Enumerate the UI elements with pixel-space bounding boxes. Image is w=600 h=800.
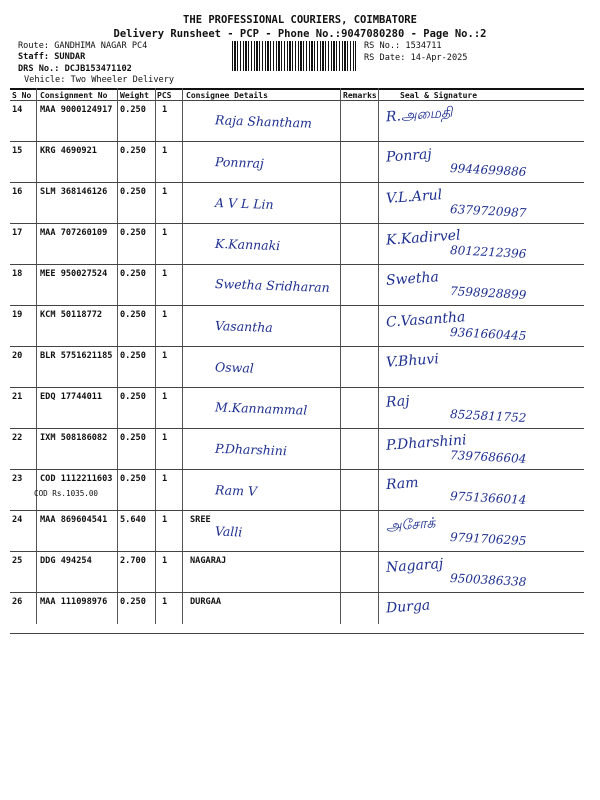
row-weight: 0.250 bbox=[120, 392, 146, 402]
row-divider bbox=[10, 469, 584, 470]
row-handwritten-signature: R.அமைதி bbox=[385, 104, 453, 126]
row-handwritten-name: Vasantha bbox=[214, 317, 274, 336]
row-sno: 25 bbox=[12, 556, 23, 566]
row-consignment: MEE 950027524 bbox=[40, 269, 108, 279]
row-divider bbox=[10, 510, 584, 511]
row-handwritten-phone: 9361660445 bbox=[449, 325, 527, 343]
row-consignment: IXM 508186082 bbox=[40, 433, 108, 443]
row-weight: 0.250 bbox=[120, 310, 146, 320]
row-weight: 5.640 bbox=[120, 515, 146, 525]
row-handwritten-name: Valli bbox=[214, 523, 243, 540]
row-weight: 0.250 bbox=[120, 105, 146, 115]
row-handwritten-signature: V.L.Arul bbox=[385, 187, 443, 207]
row-weight: 0.250 bbox=[120, 146, 146, 156]
row-consignee: SREE bbox=[190, 515, 211, 525]
row-handwritten-signature: Durga bbox=[385, 597, 431, 617]
row-sno: 18 bbox=[12, 269, 23, 279]
row-handwritten-signature: V.Bhuvi bbox=[385, 351, 440, 371]
row-sno: 20 bbox=[12, 351, 23, 361]
row-divider bbox=[10, 223, 584, 224]
col-consignment: Consignment No bbox=[40, 91, 108, 100]
row-sno: 17 bbox=[12, 228, 23, 238]
row-weight: 0.250 bbox=[120, 433, 146, 443]
staff-label: Staff: SUNDAR bbox=[18, 52, 86, 62]
row-divider bbox=[10, 264, 584, 265]
row-handwritten-name: Swetha Sridharan bbox=[214, 276, 330, 295]
route-label: Route: GANDHIMA NAGAR PC4 bbox=[18, 41, 148, 51]
col-sno: S No bbox=[12, 91, 32, 100]
row-consignee: NAGARAJ bbox=[190, 556, 227, 566]
row-handwritten-phone: 7598928899 bbox=[449, 284, 527, 302]
row-consignment: MAA 707260109 bbox=[40, 228, 108, 238]
row-consignment: MAA 111098976 bbox=[40, 597, 108, 607]
row-handwritten-signature: Nagaraj bbox=[385, 556, 444, 576]
row-pcs: 1 bbox=[162, 269, 168, 279]
row-handwritten-phone: 8525811752 bbox=[449, 407, 527, 425]
row-sno: 26 bbox=[12, 597, 23, 607]
row-weight: 0.250 bbox=[120, 597, 146, 607]
row-handwritten-name: M.Kannammal bbox=[214, 399, 308, 418]
row-weight: 0.250 bbox=[120, 187, 146, 197]
row-handwritten-signature: C.Vasantha bbox=[385, 309, 466, 331]
row-handwritten-signature: Raj bbox=[385, 393, 411, 411]
row-pcs: 1 bbox=[162, 351, 168, 361]
row-weight: 0.250 bbox=[120, 474, 146, 484]
row-weight: 2.700 bbox=[120, 556, 146, 566]
runsheet-table bbox=[10, 88, 584, 624]
row-divider bbox=[10, 387, 584, 388]
col-signature: Seal & Signature bbox=[400, 91, 478, 100]
row-sno: 23 bbox=[12, 474, 23, 484]
row-handwritten-name: K.Kannaki bbox=[214, 235, 281, 254]
row-divider bbox=[10, 592, 584, 593]
row-weight: 0.250 bbox=[120, 269, 146, 279]
row-sno: 19 bbox=[12, 310, 23, 320]
row-handwritten-phone: 9791706295 bbox=[449, 530, 527, 548]
drs-label: DRS No.: DCJB153471102 bbox=[18, 64, 132, 74]
row-handwritten-signature: Ram bbox=[385, 474, 420, 494]
row-cod-amount: COD Rs.1035.00 bbox=[34, 489, 99, 498]
row-divider bbox=[10, 182, 584, 183]
row-handwritten-phone: 6379720987 bbox=[449, 202, 527, 220]
rs-number: RS No.: 1534711 bbox=[364, 41, 442, 51]
row-handwritten-name: Ponnraj bbox=[214, 154, 265, 171]
row-pcs: 1 bbox=[162, 515, 168, 525]
row-consignment: MAA 869604541 bbox=[40, 515, 108, 525]
row-pcs: 1 bbox=[162, 187, 168, 197]
row-consignment: BLR 5751621185 bbox=[40, 351, 113, 361]
row-sno: 21 bbox=[12, 392, 23, 402]
company-title: THE PROFESSIONAL COURIERS, COIMBATORE bbox=[183, 14, 417, 26]
row-handwritten-name: Raja Shantham bbox=[214, 112, 313, 131]
row-weight: 0.250 bbox=[120, 228, 146, 238]
row-handwritten-phone: 9944699886 bbox=[449, 161, 527, 179]
row-pcs: 1 bbox=[162, 228, 168, 238]
row-consignment: KRG 4690921 bbox=[40, 146, 97, 156]
row-handwritten-signature: அசோக் bbox=[385, 515, 436, 535]
row-consignment: SLM 368146126 bbox=[40, 187, 108, 197]
row-consignment: MAA 9000124917 bbox=[40, 105, 113, 115]
col-weight: Weight bbox=[120, 91, 149, 100]
row-sno: 22 bbox=[12, 433, 23, 443]
row-pcs: 1 bbox=[162, 105, 168, 115]
row-sno: 16 bbox=[12, 187, 23, 197]
row-handwritten-name: Oswal bbox=[214, 359, 255, 376]
runsheet-subtitle: Delivery Runsheet - PCP - Phone No.:9047080280 - Page No.:2 bbox=[113, 28, 487, 40]
row-handwritten-phone: 9751366014 bbox=[449, 489, 527, 507]
row-pcs: 1 bbox=[162, 474, 168, 484]
row-divider bbox=[10, 551, 584, 552]
row-divider bbox=[10, 428, 584, 429]
row-handwritten-phone: 8012212396 bbox=[449, 243, 527, 261]
row-consignment: COD 1112211603 bbox=[40, 474, 113, 484]
row-divider bbox=[10, 346, 584, 347]
row-divider bbox=[10, 305, 584, 306]
row-handwritten-phone: 7397686604 bbox=[449, 448, 527, 466]
row-divider bbox=[10, 141, 584, 142]
row-sno: 24 bbox=[12, 515, 23, 525]
row-sno: 14 bbox=[12, 105, 23, 115]
vehicle-label: Vehicle: Two Wheeler Delivery bbox=[24, 75, 175, 85]
row-pcs: 1 bbox=[162, 556, 168, 566]
row-handwritten-phone: 9500386338 bbox=[449, 571, 527, 589]
row-pcs: 1 bbox=[162, 433, 168, 443]
row-divider bbox=[10, 633, 584, 634]
row-consignment: EDQ 17744011 bbox=[40, 392, 103, 402]
row-handwritten-signature: P.Dharshini bbox=[385, 432, 467, 454]
row-handwritten-name: A V L Lin bbox=[214, 194, 274, 213]
row-weight: 0.250 bbox=[120, 351, 146, 361]
row-handwritten-signature: Ponraj bbox=[385, 146, 433, 166]
row-consignment: DDG 494254 bbox=[40, 556, 92, 566]
row-handwritten-signature: K.Kadirvel bbox=[385, 227, 461, 249]
row-sno: 15 bbox=[12, 146, 23, 156]
row-consignee: DURGAA bbox=[190, 597, 222, 607]
row-pcs: 1 bbox=[162, 146, 168, 156]
row-pcs: 1 bbox=[162, 310, 168, 320]
row-handwritten-name: Ram V bbox=[214, 482, 258, 499]
rs-date: RS Date: 14-Apr-2025 bbox=[364, 53, 468, 63]
col-pcs: PCS bbox=[157, 91, 172, 100]
col-remarks: Remarks bbox=[343, 91, 377, 100]
row-handwritten-signature: Swetha bbox=[385, 269, 440, 289]
row-consignment: KCM 50118772 bbox=[40, 310, 103, 320]
row-pcs: 1 bbox=[162, 597, 168, 607]
row-pcs: 1 bbox=[162, 392, 168, 402]
barcode bbox=[232, 41, 356, 71]
col-consignee: Consignee Details bbox=[186, 91, 268, 100]
row-handwritten-name: P.Dharshini bbox=[214, 440, 288, 459]
